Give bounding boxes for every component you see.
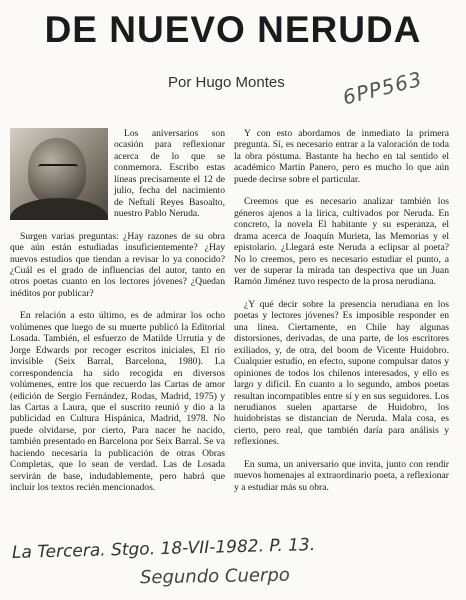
headline: DE NUEVO NERUDA [44,9,422,50]
byline: Por Hugo Montes [168,74,285,91]
right-column [234,128,449,504]
paragraph: Y con esto abordamos de inmediato la primera pregunta. Sí, es necesario entrar a la valoración de toda la obra póstuma. Bastante ha hecho en tal sentido el académico Martín Panero, pero es mucho lo que aún puede decirse sobre el particular. [234,128,449,185]
paragraph: En suma, un aniversario que invita, junto con rendir nuevos homenajes al extraordinario poeta, a reflexionar y a estudiar más su obra. [234,458,449,493]
portrait-shoulders [10,198,108,220]
paragraph: En relación a esto último, es de admirar los ocho volúmenes que luego de su muerte publicó la Editorial Losada. También, el esfuerzo de Matilde Urrutia y de Jorge Edwards por recoger escritos iniciales, El río invisible (Seix Barral, Barcelona, 1980). La correspondencia ha sido recogida en diversos volúmenes, entre los que recuerdo las Cartas de amor (edición de Sergio Fernández, Rodas, Madrid, 1975) y las Cartas a Laura, que el suscrito reunió y dio a la publicidad en Cultura Hispánica, Madrid, 1978. No puede olvidarse, por cierto, Para nacer he nacido, también presentado en Barcelona por Seix Barral. Se va haciendo necesaria la publicación de otras Obras Completas, que lo sean de verdad. Las de Losada servirán de base, indudablemente, pero habrá que incluir los textos recién mencionados. [10,310,225,494]
publication-note: La Tercera. Stgo. 18-VII-1982. P. 13. [11,535,316,563]
left-column [10,128,225,505]
paragraph: Los aniversarios son ocasión para reflexionar acerca de lo que se conmemora. Escribo estas líneas precisamente el 12 de julio, fecha del nacimiento de Neftalí Reyes Basoalto, nuestro Pablo Neruda. [114,128,225,220]
section-note: Segundo Cuerpo [139,564,290,589]
paragraph: Creemos que es necesario analizar también los géneros ajenos a la lírica, cultivados por Neruda. En concreto, la novela El habitante y su esperanza, el drama acerca de Joaquín Murieta, las Memorias y el epistolario. ¿Llegará este Neruda a eclipsar al poeta? No lo creemos, pero es necesario estudiar el punto, a ver de superar la mirada tan despectiva que un Juan Ramón Jiménez tuvo respecto de la prosa nerudiana. [234,196,449,288]
catalog-number: 6PP563 [340,66,425,110]
portrait-glasses [38,164,78,174]
paragraph: Surgen varias preguntas: ¿Hay razones de su obra que aún están estudiadas insuficientemente? ¿Hay nuevos estudios que tiendan a revisar lo ya conocido? ¿Cuál es el grado de influencias del autor, tanto en otros poetas cuanto en los lectores jóvenes? ¿Quedan inéditos por publicar? [10,230,225,299]
paragraph: ¿Y qué decir sobre la presencia nerudiana en los poetas y lectores jóvenes? Es imposible responder en una línea. Ciertamente, en Chile hay algunas distorsiones, derivadas, de una parte, de los escritores exiliados, y, de otra, del boom de Vicente Huidobro. Cualquier estudio, en efecto, supone compulsar datos y opiniones de todos los chilenos interesados, y ello es largo y difícil. En cuanto a lo segundo, ambos poetas resultan incompatibles entre sí y en sus seguidores. Los nerudianos suelen apartarse de Huidobro, los huidobristas se distancian de Neruda. Mala cosa, es cierto, pero real, que también daría para análisis y reflexiones. [234,298,449,448]
author-photo [10,128,108,220]
